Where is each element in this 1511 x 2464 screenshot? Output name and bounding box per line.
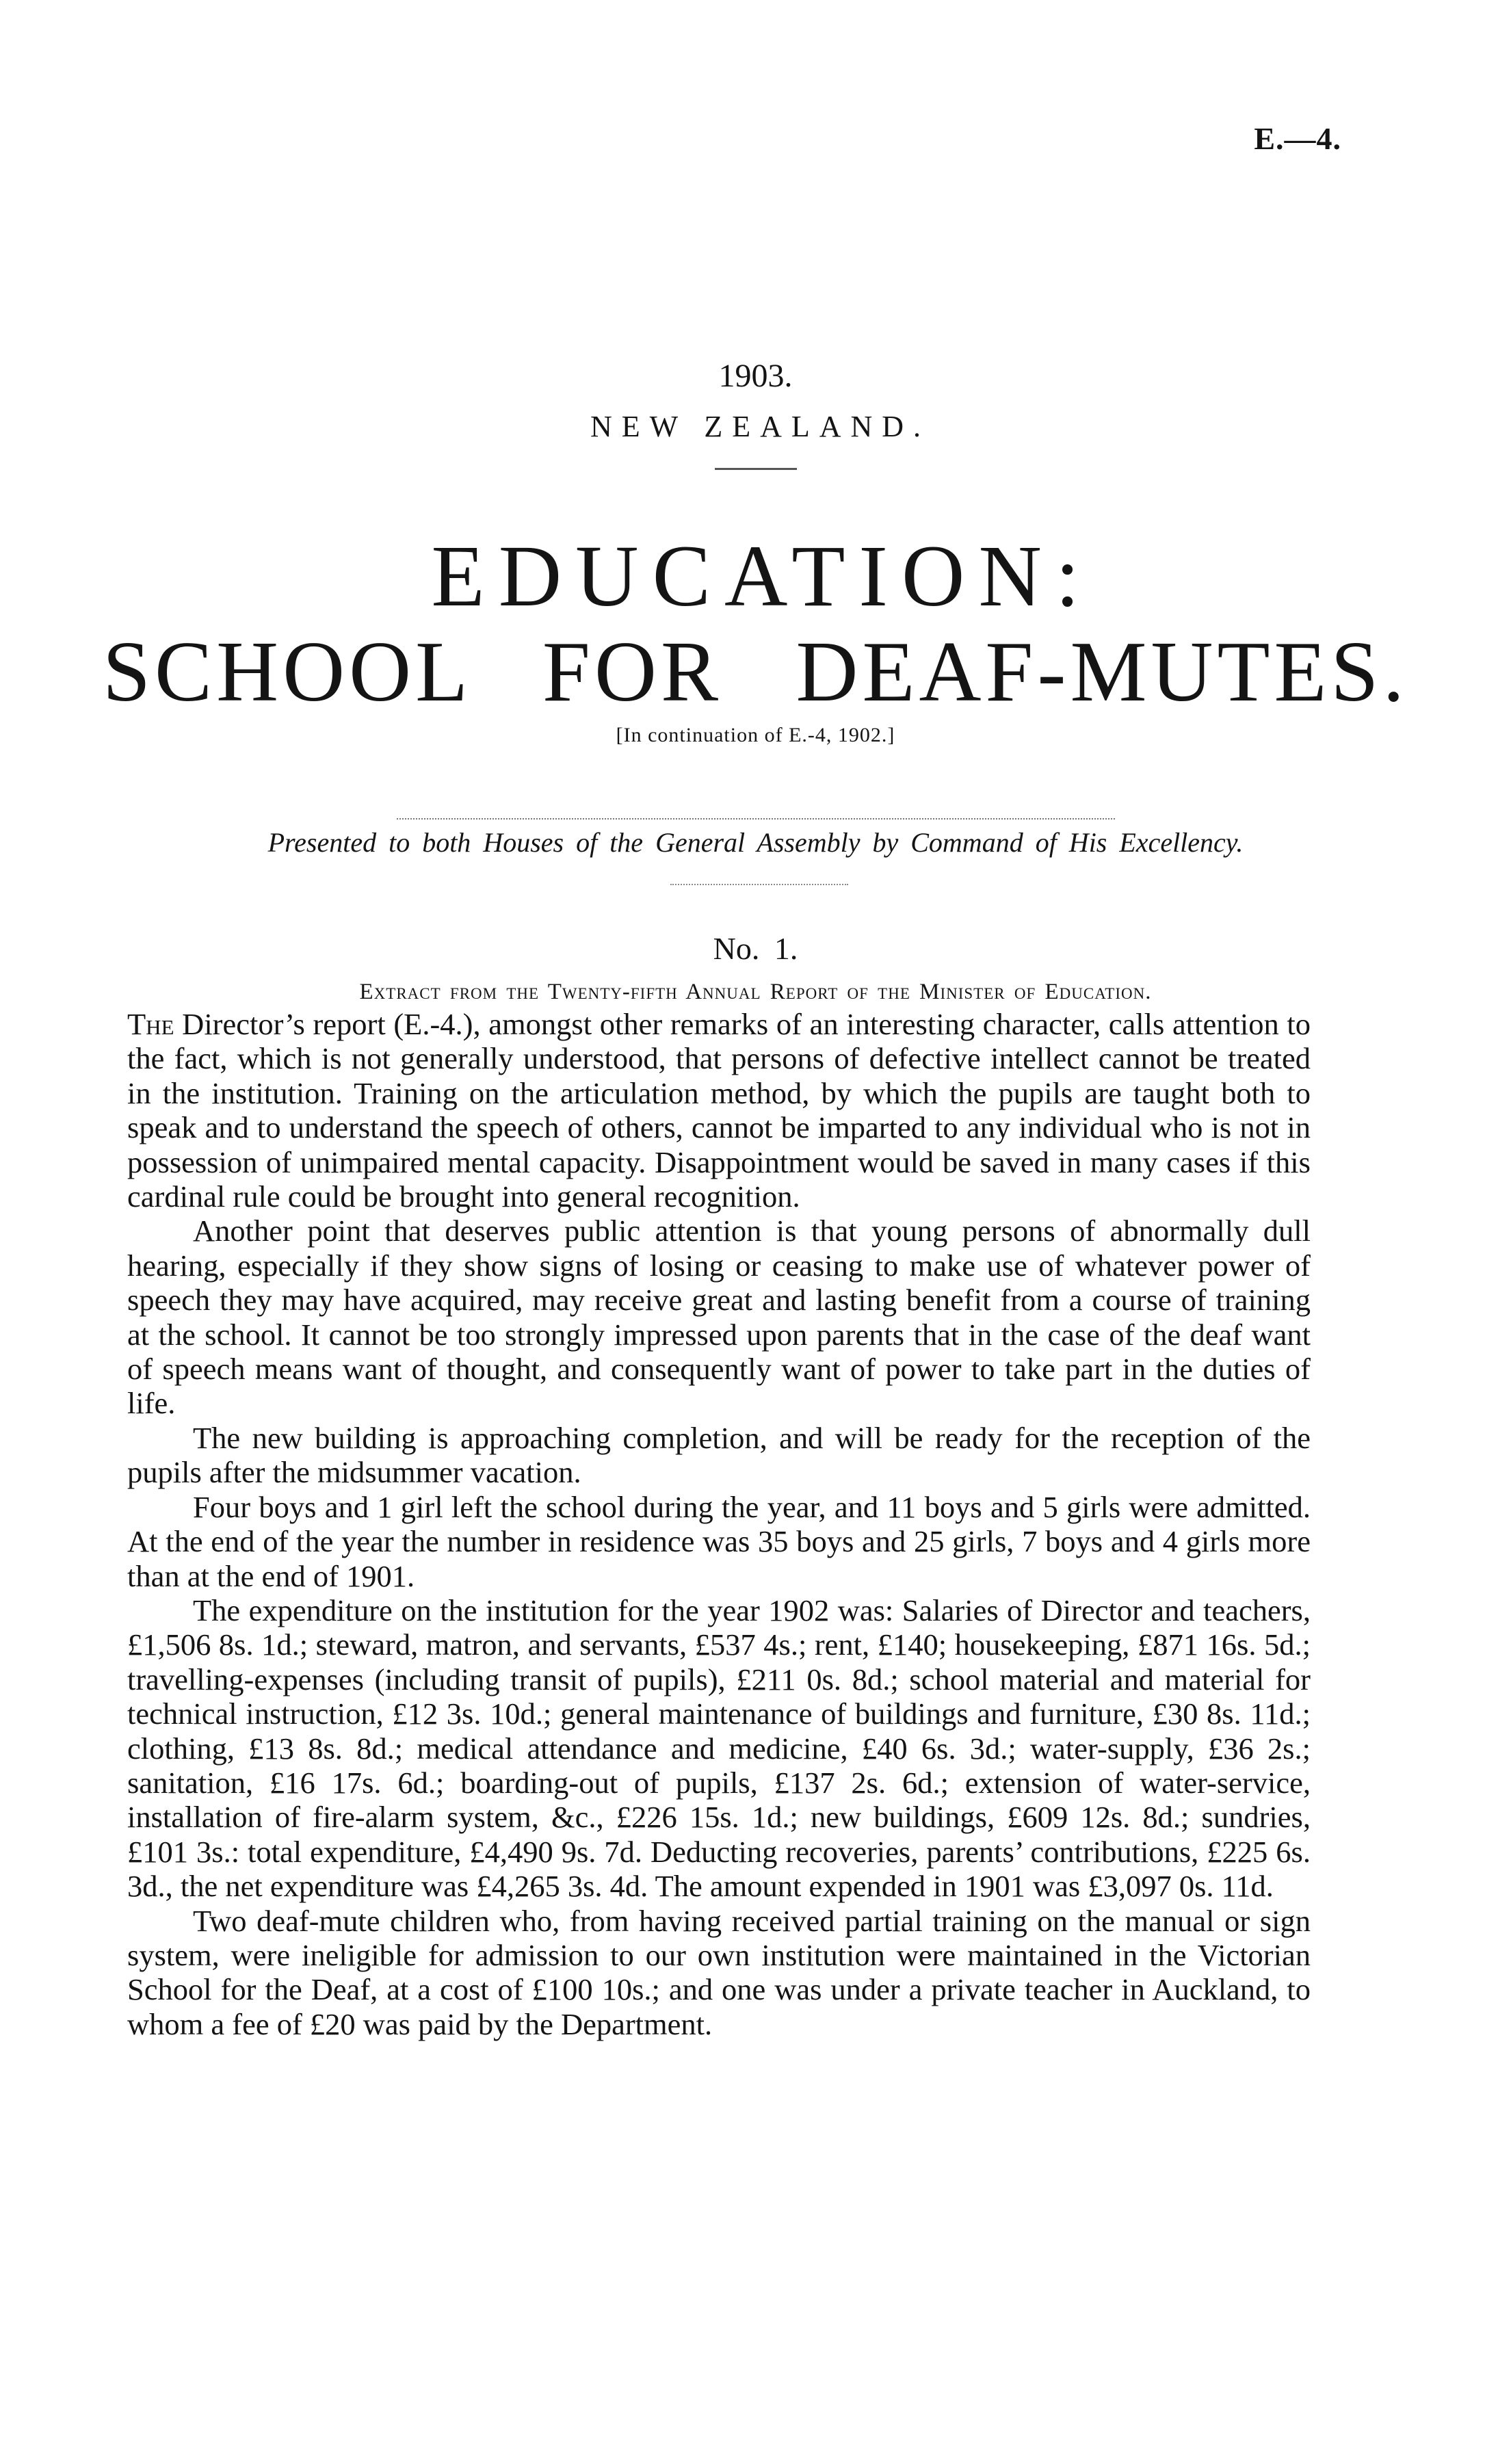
extract-heading: Extract from the Twenty-fifth Annual Report of the Minister of Education. — [359, 980, 1152, 1004]
continuation-note: [In continuation of E.-4, 1902.] — [616, 724, 895, 746]
paragraph-1-text: Director’s report (E.-4.), amongst other remarks of an interesting character, calls attention to the fact, which is not generally understood, that persons of defective intellect cannot be treated in the institution. Training on the articulation method, by which the pupils are taught both to speak and to understand the speech of others, cannot be imparted to any individual who is not in possession of unimpaired mental capacity. Disappointment would be saved in many cases if this cardinal rule could be brought into general recognition. — [127, 1007, 1311, 1214]
document-year: 1903. — [718, 358, 793, 394]
paragraph-3: The new building is approaching completion, and will be ready for the reception of the pupils after the midsummer vacation. — [127, 1420, 1311, 1490]
title-school-for-deaf-mutes: SCHOOL FOR DEAF-MUTES. — [102, 625, 1408, 720]
country-heading: NEW ZEALAND. — [590, 410, 931, 443]
presented-line: Presented to both Houses of the General Assembly by Command of His Excellency. — [267, 827, 1244, 858]
page-reference: E.—4. — [1254, 121, 1341, 156]
dotted-divider-top — [397, 818, 1115, 820]
paragraph-4: Four boys and 1 girl left the school during the year, and 11 boys and 5 girls were admitted. At the end of the year the number in residence was 35 boys and 25 girls, 7 boys and 4 girls more than at the end of 1901. — [127, 1489, 1311, 1593]
paragraph-6: Two deaf-mute children who, from having received partial training on the manual or sign system, were ineligible for admission to our own institution were maintained in the Victorian School for the Deaf, at a cost of £100 10s.; and one was under a private teacher in Auckland, to whom a fee of £20 was paid by the Department. — [127, 1903, 1311, 2041]
title-education: EDUCATION: — [431, 527, 1094, 625]
lead-word: The — [127, 1007, 174, 1041]
paragraph-2: Another point that deserves public attention is that young persons of abnormally dull hearing, especially if they show signs of losing or ceasing to make use of whatever power of speech they may have acquired, may receive great and lasting benefit from a course of training at the school. It cannot be too strongly impressed upon parents that in the case of the deaf want of speech means want of thought, and consequently want of power to take part in the duties of life. — [127, 1214, 1311, 1421]
report-body — [127, 1007, 1311, 2041]
divider-rule — [715, 468, 797, 470]
paragraph-5: The expenditure on the institution for the year 1902 was: Salaries of Director and teachers, £1,506 8s. 1d.; steward, matron, and servants, £537 4s.; rent, £140; housekeeping, £871 16s. 5d.; travelling-expenses (including transit of pupils), £211 0s. 8d.; school material and material for technical instruction, £12 3s. 10d.; general maintenance of buildings and furniture, £30 8s. 11d.; clothing, £13 8s. 8d.; medical attendance and medicine, £40 6s. 3d.; water-supply, £36 2s.; sanitation, £16 17s. 6d.; boarding-out of pupils, £137 2s. 6d.; extension of water-service, installation of fire-alarm system, &c., £226 15s. 1d.; new buildings, £609 12s. 8d.; sundries, £101 3s.: total expenditure, £4,490 9s. 7d. Deducting recoveries, parents’ contributions, £225 6s. 3d., the net expenditure was £4,265 3s. 4d. The amount expended in 1901 was £3,097 0s. 11d. — [127, 1593, 1311, 1904]
dotted-divider-bottom — [670, 884, 848, 885]
paragraph-1 — [127, 1007, 1311, 1214]
document-number: No. 1. — [713, 931, 798, 966]
